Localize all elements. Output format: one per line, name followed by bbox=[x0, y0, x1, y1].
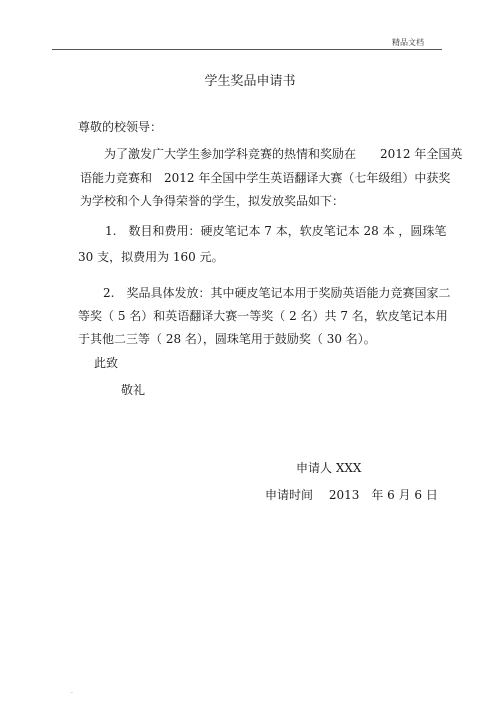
document-title: 学生奖品申请书 bbox=[204, 74, 296, 89]
item-2-line-3: 于其他二三等（ 28 名），圆珠笔用于鼓励奖（ 30 名）。 bbox=[78, 332, 376, 346]
item-2-line-2: 等奖（ 5 名）和英语翻译大赛一等奖（ 2 名）共 7 名，软皮笔记本用 bbox=[78, 309, 448, 323]
closing-ci-zhi: 此致 bbox=[94, 356, 119, 370]
application-date: 申请时间 2013 年 6 月 6 日 bbox=[265, 488, 438, 502]
paragraph-1-line-3: 为学校和个人争得荣誉的学生，拟发放奖品如下： bbox=[80, 194, 345, 208]
paragraph-1-line-2: 语能力竞赛和 2012 年全国中学生英语翻译大赛（七年级组）中获奖 bbox=[80, 171, 451, 185]
header-rule bbox=[52, 49, 442, 50]
item-2-line-1: 2. 奖品具体发放：其中硬皮笔记本用于奖励英语能力竞赛国家二 bbox=[103, 286, 451, 300]
salutation: 尊敬的校领导： bbox=[78, 120, 163, 134]
paragraph-1-line-1: 为了激发广大学生参加学科竞赛的热情和奖励在 2012 年全国英 bbox=[104, 147, 463, 161]
item-1-line-1: 1. 数目和费用：硬皮笔记本 7 本，软皮笔记本 28 本 ，圆珠笔 bbox=[105, 224, 447, 238]
item-1-line-2: 30 支，拟费用为 160 元。 bbox=[78, 250, 224, 264]
applicant-line: 申请人 XXX bbox=[296, 461, 362, 475]
header-label: 精品文档 bbox=[392, 38, 424, 47]
footer-mark: . bbox=[71, 688, 73, 695]
closing-jing-li: 敬礼 bbox=[121, 383, 146, 397]
